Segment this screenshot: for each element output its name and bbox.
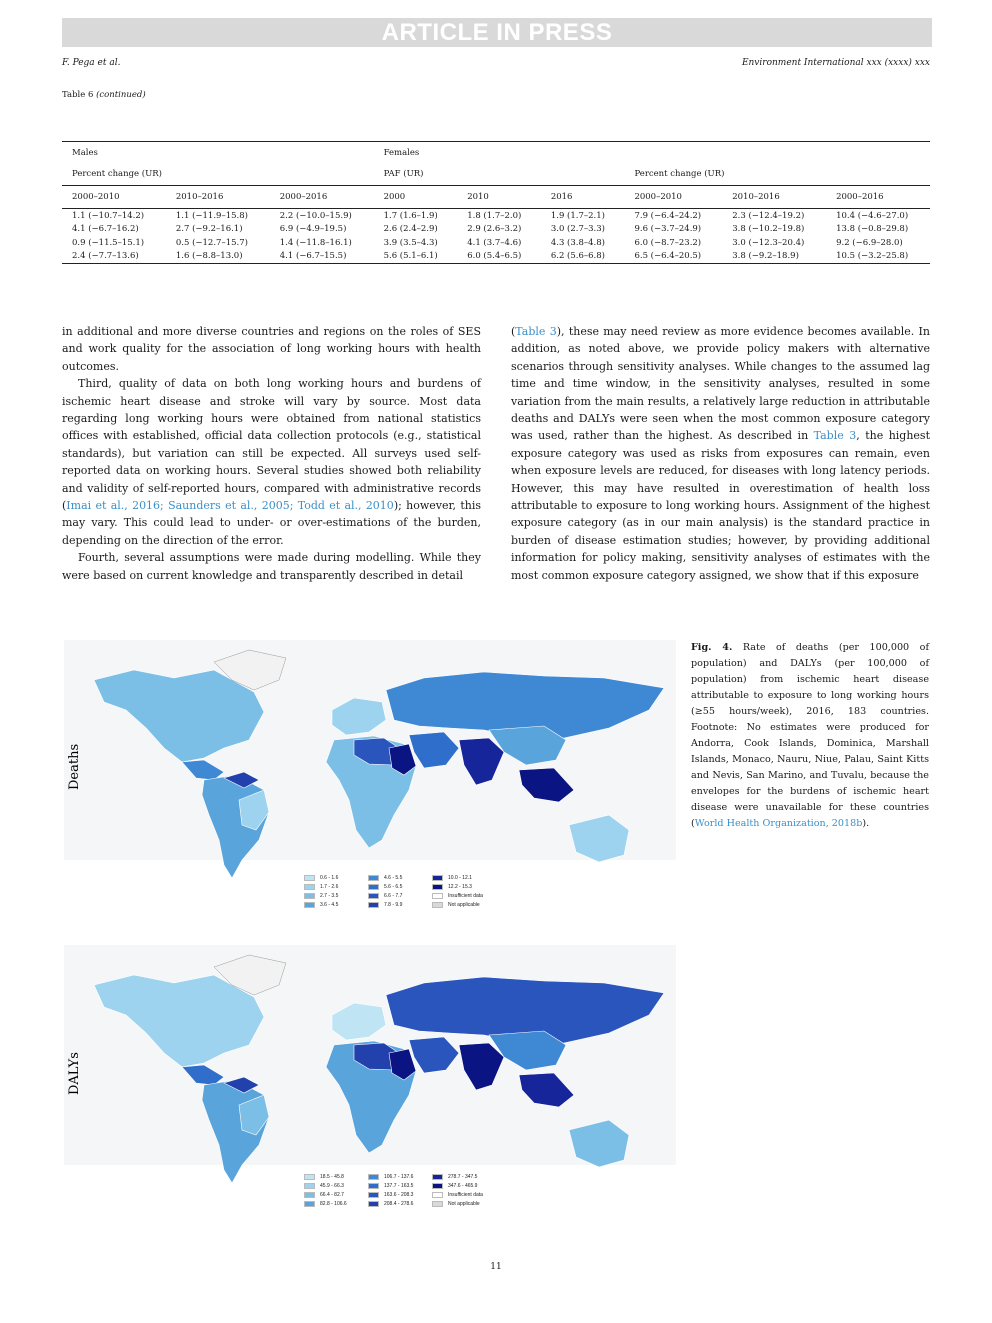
legend-swatch [432, 875, 443, 881]
body-text-right-column [511, 323, 930, 584]
legend-item [368, 874, 438, 881]
legend-label: 347.6 - 465.9 [448, 1182, 478, 1189]
paragraph: (Table 3), these may need review as more evidence becomes available. In addition, as noted above, we provide policy makers with alternative scenarios through sensitivity analyses. While changes to the assumed lag time and time window, in the sensitivity analyses, resulted in some variation from the main results, a relatively large reduction in attributable deaths and DALYs were seen when the most common exposure category was used, rather than the highest. As described in Table 3, the highest exposure category was used as risks from exposures can remain, even when exposure levels are reduced, for diseases with long latency periods. However, this may have resulted in overestimation of health loss attributable to exposure to long working hours. Assignment of the highest exposure category (as in our main analysis) is the standard practice in burden of disease estimation studies; however, by providing additional information for policy making, sensitivity analyses of estimates with the most common exposure category assigned, we show that if this exposure [511, 325, 930, 582]
table-caption-continued: (continued) [96, 90, 146, 100]
page-number: 11 [490, 1262, 502, 1272]
table-3-link[interactable]: Table 3 [515, 325, 557, 338]
group-header-males: Males [72, 147, 98, 158]
column-header-row [62, 186, 930, 209]
table-row [62, 236, 930, 250]
legend-item [432, 901, 502, 908]
table-cell: 2.3 (−12.4–19.2) [732, 210, 805, 221]
legend-item [304, 883, 374, 890]
group-header-females: Females [383, 147, 420, 158]
subheader-percent-change-males: Percent change (UR) [62, 163, 374, 186]
col-header: 2000–2016 [826, 186, 930, 209]
legend-item [304, 1182, 374, 1189]
legend-swatch [304, 1174, 315, 1180]
legend-item [304, 1173, 374, 1180]
col-header: 2010 [457, 186, 541, 209]
table-cell: 5.6 (5.1–6.1) [383, 251, 438, 262]
col-header: 2000 [374, 186, 458, 209]
legend-swatch [368, 1183, 379, 1189]
legend-label: 1.7 - 2.6 [320, 883, 339, 890]
table-caption [62, 90, 146, 100]
table-cell: 4.3 (3.8–4.8) [550, 237, 605, 248]
col-header: 2000–2010 [624, 186, 722, 209]
paragraph: Fourth, several assumptions were made during modelling. While they were based on current knowledge and transparently described in detail [62, 551, 481, 582]
legend-swatch [368, 884, 379, 890]
table-cell: 3.0 (−12.3–20.4) [732, 237, 805, 248]
citation-link[interactable]: World Health Organization, 2018b [694, 818, 863, 829]
legend-label: Not applicable [448, 1200, 480, 1207]
legend-item [304, 1191, 374, 1198]
paragraph: in additional and more diverse countries and regions on the roles of SES and work quality for the association of long working hours with health outcomes. [62, 325, 481, 373]
table-cell: 6.0 (5.4–6.5) [467, 251, 522, 262]
table-cell: 0.9 (−11.5–15.1) [72, 237, 145, 248]
legend-swatch [432, 1192, 443, 1198]
table-cell: 1.1 (−11.9–15.8) [175, 210, 248, 221]
table-6 [62, 141, 930, 264]
map-deaths [64, 640, 676, 925]
legend-swatch [304, 1183, 315, 1189]
legend-swatch [304, 1201, 315, 1207]
legend-item [368, 1173, 438, 1180]
col-header: 2010–2016 [166, 186, 270, 209]
legend-swatch [432, 1201, 443, 1207]
legend-item [432, 1182, 502, 1189]
legend-swatch [368, 1174, 379, 1180]
table-cell: 7.9 (−6.4–24.2) [634, 210, 702, 221]
citation-link[interactable]: Imai et al., 2016; Saunders et al., 2005; Todd et al., 2010 [66, 499, 394, 513]
legend-item [368, 883, 438, 890]
legend-item [432, 892, 502, 899]
legend-item [432, 1191, 502, 1198]
col-header: 2010–2016 [722, 186, 826, 209]
legend-item [432, 874, 502, 881]
table-cell: 3.9 (3.5–4.3) [383, 237, 438, 248]
table-cell: 2.7 (−9.2–16.1) [175, 224, 243, 235]
figure-label: Fig. 4. [691, 642, 733, 653]
article-in-press-banner: ARTICLE IN PRESS [62, 18, 932, 47]
table-cell: 6.5 (−6.4–20.5) [634, 251, 702, 262]
legend-swatch [432, 1183, 443, 1189]
table-cell: 10.4 (−4.6–27.0) [836, 210, 909, 221]
legend-deaths [304, 874, 544, 914]
table-cell: 2.9 (2.6–3.2) [467, 224, 522, 235]
legend-label: 0.6 - 1.6 [320, 874, 339, 881]
legend-swatch [432, 902, 443, 908]
table-cell: 6.0 (−8.7–23.2) [634, 237, 702, 248]
legend-label: 106.7 - 137.6 [384, 1173, 414, 1180]
legend-swatch [368, 1201, 379, 1207]
legend-label: Not applicable [448, 901, 480, 908]
table-cell: 6.9 (−4.9–19.5) [279, 224, 347, 235]
table-cell: 2.2 (−10.0–15.9) [279, 210, 352, 221]
legend-label: 278.7 - 347.5 [448, 1173, 478, 1180]
legend-swatch [432, 1174, 443, 1180]
table-cell: 4.1 (−6.7–15.5) [279, 251, 347, 262]
table-cell: 1.8 (1.7–2.0) [467, 210, 522, 221]
subheader-percent-change-females: Percent change (UR) [624, 163, 930, 186]
legend-label: 66.4 - 82.7 [320, 1191, 344, 1198]
legend-label: 163.6 - 208.3 [384, 1191, 414, 1198]
col-header: 2016 [541, 186, 625, 209]
map-dalys [64, 945, 676, 1225]
legend-label: 5.6 - 6.5 [384, 883, 403, 890]
legend-label: 10.0 - 12.1 [448, 874, 472, 881]
legend-label: Insufficient data [448, 1191, 483, 1198]
table-cell: 1.1 (−10.7–14.2) [72, 210, 145, 221]
legend-item [304, 874, 374, 881]
legend-swatch [368, 902, 379, 908]
legend-label: 7.8 - 9.9 [384, 901, 403, 908]
legend-label: 45.9 - 66.3 [320, 1182, 344, 1189]
legend-item [368, 892, 438, 899]
legend-swatch [304, 893, 315, 899]
table-cell: 2.4 (−7.7–13.6) [72, 251, 139, 262]
table-cell: 6.2 (5.6–6.8) [550, 251, 605, 262]
subheader-paf: PAF (UR) [374, 163, 625, 186]
table-cell: 2.6 (2.4–2.9) [383, 224, 438, 235]
table-cell: 0.5 (−12.7–15.7) [175, 237, 248, 248]
legend-item [432, 1173, 502, 1180]
table-cell: 3.0 (2.7–3.3) [550, 224, 605, 235]
legend-item [368, 1182, 438, 1189]
legend-swatch [368, 875, 379, 881]
legend-label: 208.4 - 278.6 [384, 1200, 414, 1207]
legend-swatch [368, 893, 379, 899]
table-cell: 1.4 (−11.8–16.1) [279, 237, 352, 248]
legend-item [368, 901, 438, 908]
legend-label: 3.6 - 4.5 [320, 901, 339, 908]
legend-label: 18.5 - 45.8 [320, 1173, 344, 1180]
table-caption-prefix: Table 6 [62, 90, 97, 100]
legend-swatch [304, 902, 315, 908]
legend-label: Insufficient data [448, 892, 483, 899]
legend-swatch [432, 884, 443, 890]
legend-item [432, 1200, 502, 1207]
legend-swatch [304, 884, 315, 890]
map-label-deaths: Deaths [67, 743, 82, 790]
table-cell: 10.5 (−3.2–25.8) [836, 251, 909, 262]
legend-item [368, 1191, 438, 1198]
table-cell: 9.6 (−3.7–24.9) [634, 224, 702, 235]
legend-item [432, 883, 502, 890]
figure-caption: Fig. 4. Rate of deaths (per 100,000 of population) and DALYs (per 100,000 of population) from ischemic heart disease attributable to exposure to long working hours (≥55 hours/week), 2016, 183 countries. Footnote: No estimates were produced for Andorra, Cook Islands, Dominica, Marshall Islands, Monaco, Nauru, Niue, Palau, Saint Kitts and Nevis, San Marino, and Tuvalu, because the envelopes for the burdens of ischemic heart disease were unavailable for these countries (World Health Organization, 2018b). [691, 642, 929, 829]
col-header: 2000–2010 [62, 186, 166, 209]
legend-label: 4.6 - 5.5 [384, 874, 403, 881]
legend-label: 2.7 - 3.5 [320, 892, 339, 899]
table-cell: 9.2 (−6.9–28.0) [836, 237, 903, 248]
table-row [62, 250, 930, 264]
legend-item [304, 901, 374, 908]
table-row [62, 223, 930, 237]
map-label-dalys: DALYs [67, 1052, 82, 1095]
running-header-authors: F. Pega et al. [62, 58, 121, 68]
legend-label: 12.2 - 15.3 [448, 883, 472, 890]
legend-label: 82.8 - 106.6 [320, 1200, 347, 1207]
legend-swatch [432, 893, 443, 899]
running-header-journal: Environment International xxx (xxxx) xxx [741, 58, 930, 68]
legend-dalys [304, 1173, 544, 1213]
legend-item [368, 1200, 438, 1207]
legend-swatch [304, 875, 315, 881]
table-cell: 1.9 (1.7–2.1) [550, 210, 605, 221]
table-cell: 1.7 (1.6–1.9) [383, 210, 438, 221]
table-cell: 4.1 (3.7–4.6) [467, 237, 522, 248]
paragraph: Third, quality of data on both long working hours and burdens of ischemic heart disease and stroke will vary by source. Most data regarding long working hours were obtained from national statistics offices with established, official data collection protocols (e.g., statistical standards), but variation can still be expected. All surveys used self-reported data on working hours. Several studies showed both reliability and validity of self-reported hours, compared with administrative records (Imai et al., 2016; Saunders et al., 2005; Todd et al., 2010); however, this may vary. This could lead to under- or over-estimations of the burden, depending on the direction of the error. [62, 377, 481, 547]
table-cell: 3.8 (−10.2–19.8) [732, 224, 805, 235]
table-cell: 1.6 (−8.8–13.0) [175, 251, 243, 262]
col-header: 2000–2016 [270, 186, 374, 209]
table-cell: 4.1 (−6.7–16.2) [72, 224, 139, 235]
table-row [62, 209, 930, 223]
legend-swatch [304, 1192, 315, 1198]
legend-swatch [368, 1192, 379, 1198]
legend-label: 137.7 - 163.5 [384, 1182, 414, 1189]
table-3-link[interactable]: Table 3 [813, 429, 857, 443]
legend-item [304, 1200, 374, 1207]
table-cell: 13.8 (−0.8–29.8) [836, 224, 909, 235]
legend-item [304, 892, 374, 899]
body-text-left-column [62, 323, 481, 584]
legend-label: 6.6 - 7.7 [384, 892, 403, 899]
table-cell: 3.8 (−9.2–18.9) [732, 251, 799, 262]
